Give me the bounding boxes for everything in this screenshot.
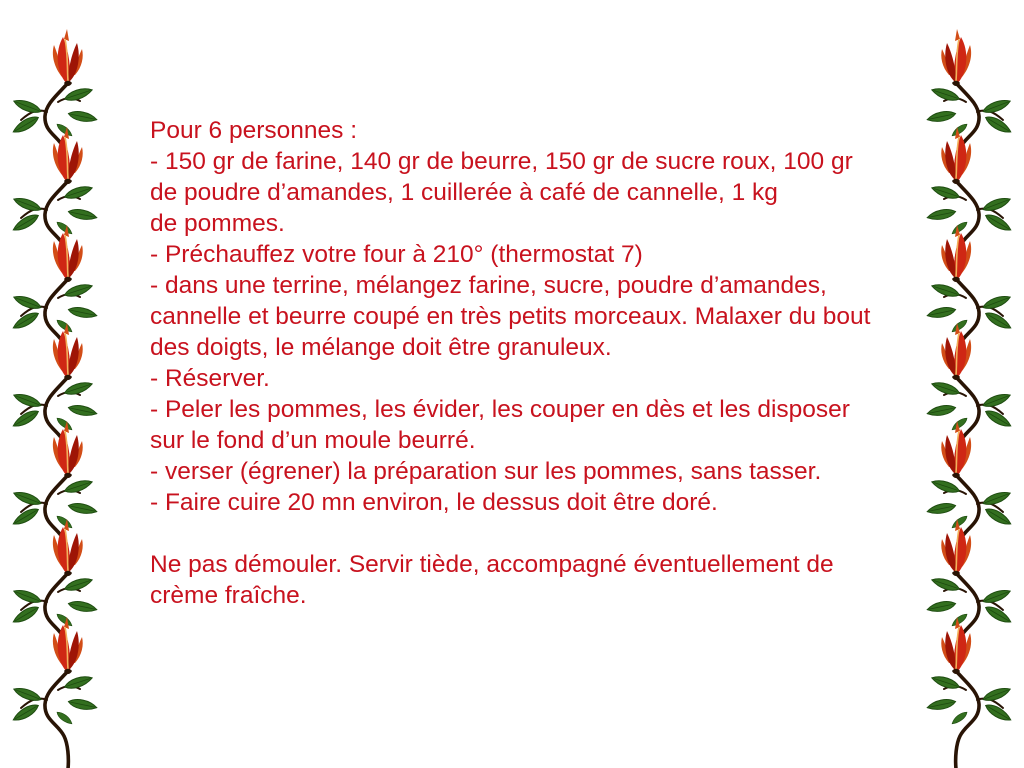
recipe-line-step-mix-1: - dans une terrine, mélangez farine, sucre, poudre d’amandes, [150,272,827,299]
recipe-line-serving-note-2: crème fraîche. [150,582,307,609]
recipe-line-step-preheat: - Préchauffez votre four à 210° (thermostat 7) [150,241,643,268]
recipe-line-servings: Pour 6 personnes : [150,117,358,144]
recipe-line-ingredients-3: de pommes. [150,210,285,237]
rose-vine-border-right [926,29,1013,768]
recipe-line-step-apples-1: - Peler les pommes, les évider, les couper en dès et les disposer [150,396,850,423]
rose-vine-border-left [11,29,98,768]
recipe-line-blank [150,518,920,549]
recipe-line-step-pour: - verser (égrener) la préparation sur les pommes, sans tasser. [150,458,822,485]
recipe-line-step-bake: - Faire cuire 20 mn environ, le dessus doit être doré. [150,489,718,516]
recipe-line-step-mix-2: cannelle et beurre coupé en très petits morceaux. Malaxer du bout [150,303,871,330]
recipe-text [150,115,920,611]
recipe-line-serving-note-1: Ne pas démouler. Servir tiède, accompagné éventuellement de [150,551,834,578]
recipe-line-ingredients-2: de poudre d’amandes, 1 cuillerée à café de cannelle, 1 kg [150,179,778,206]
recipe-line-ingredients-1: - 150 gr de farine, 140 gr de beurre, 150 gr de sucre roux, 100 gr [150,148,853,175]
recipe-line-step-apples-2: sur le fond d’un moule beurré. [150,427,476,454]
recipe-line-step-mix-3: des doigts, le mélange doit être granuleux. [150,334,612,361]
recipe-line-step-reserve: - Réserver. [150,365,270,392]
